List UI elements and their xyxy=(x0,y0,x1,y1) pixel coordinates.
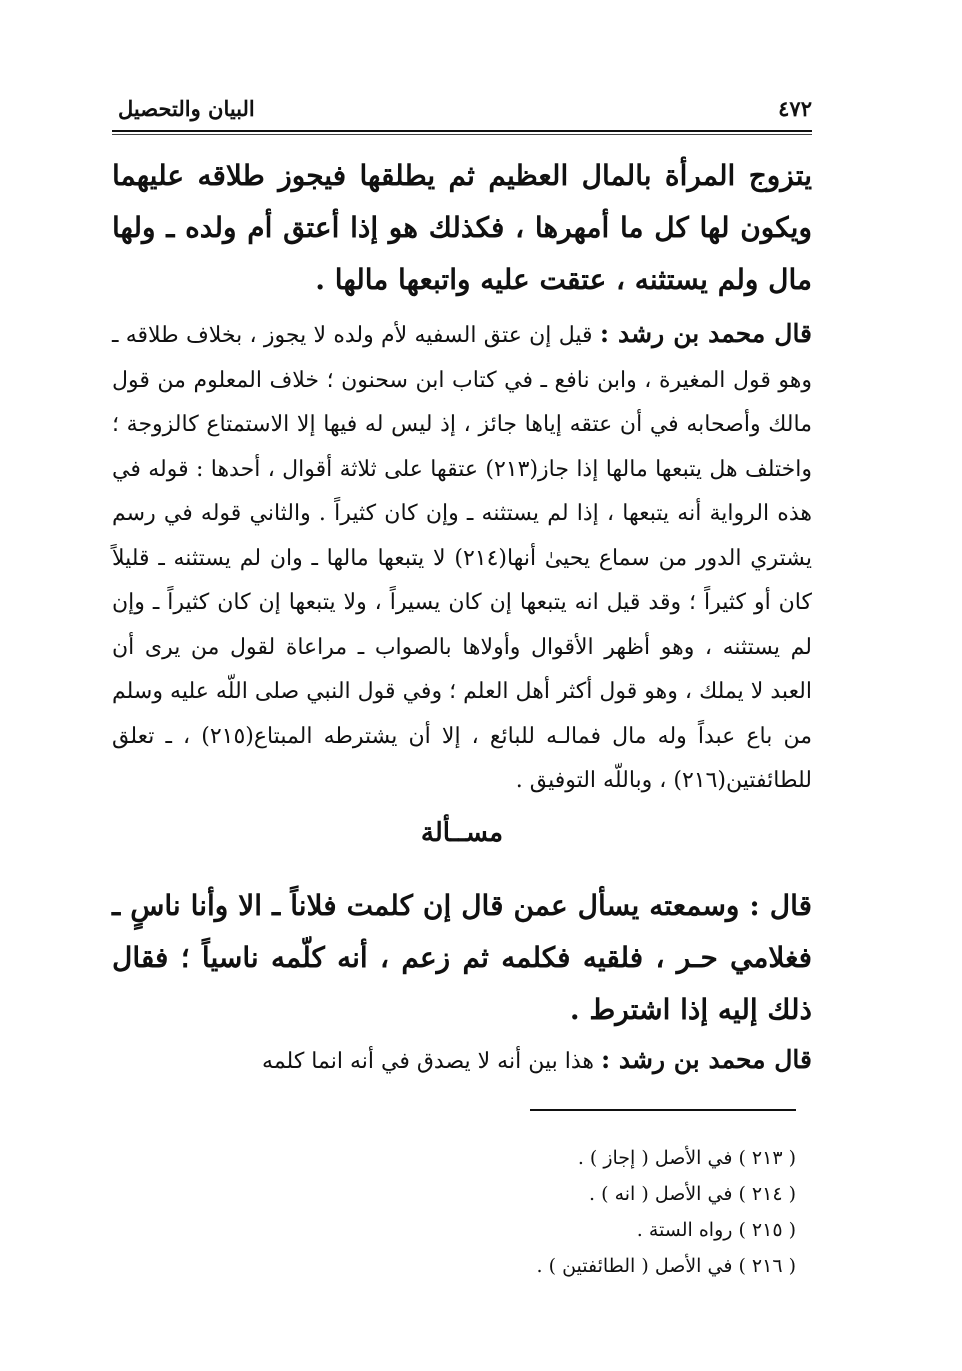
footnotes xyxy=(537,1140,796,1284)
footnote-215: ( ٢١٥ ) رواه الستة . xyxy=(636,1219,796,1241)
paragraph-2-text: قيل إن عتق السفيه لأم ولده لا يجوز ، بخلاف طلاقه ـ وهو قول المغيرة ، وابن نافع ـ في كتاب ابن سحنون ؛ خلاف المعلوم من قول مالك وأصحابه في أن عتقه إياها جائز ، إذ ليس له فيها إلا الاستمتاع كالزوجة ؛ واختلف هل يتبعها مالها إذا جاز(٢١٣) عتقها على ثلاثة أقوال ، أحدها : قوله في هذه الرواية أنه يتبعها ، إذا لم يستثنه ـ وإن كان كثيراً . والثاني قوله في رسم يشتري الدور من سماع يحيىٰ أنها(٢١٤) لا يتبعها مالها ـ وان لم يستثنه ـ قليلاً كان أو كثيراً ؛ وقد قيل انه يتبعها إن كان يسيراً ، ولا يتبعها إن كان كثيراً ـ وإن لم يستثنه ، وهو أظهر الأقوال وأولاها بالصواب ـ مراعاة لقول من يرى أن العبد لا يملك ، وهو قول أكثر أهل العلم ؛ وفي قول النبي صلى اللّه عليه وسلم من باع عبداً وله مال فمالـه للبائع ، إلا أن يشترطه المبتاع(٢١٥) ، ـ تعلق للطائفتين(٢١٦) ، وباللّه التوفيق . xyxy=(112,323,813,793)
footnote-214: ( ٢١٤ ) في الأصل ( انه ) . xyxy=(589,1183,796,1205)
paragraph-4-text: هذا بين أنه لا يصدق في أنه انما كلمه xyxy=(262,1049,594,1074)
paragraph-1: يتزوج المرأة بالمال العظيم ثم يطلقها فيجوز طلاقه عليهما ويكون لها كل ما أمهرها ، فكذلك هو إذا أعتق أم ولده ـ ولها مال ولم يستثنه ، عتقت عليه واتبعها مالها . xyxy=(112,159,812,296)
footnote-213: ( ٢١٣ ) في الأصل ( إجاز ) . xyxy=(577,1147,796,1169)
footnote-216: ( ٢١٦ ) في الأصل ( الطائفتين ) . xyxy=(536,1255,796,1277)
paragraph-4 xyxy=(112,1038,812,1085)
footnote-divider xyxy=(530,1109,796,1111)
paragraph-3: قال : وسمعته يسأل عمن قال إن كلمت فلاناً ـ الا وأنا ناسٍ ـ فغلامي حـر ، فلقيه فكلمه ثم زعم ، أنه كلّمه ناسياً ؛ فقال ذلك إليه إذا اشترط . xyxy=(112,889,812,1026)
speaker-label: قال محمد بن رشد : xyxy=(600,1045,812,1074)
paragraph-2 xyxy=(112,312,812,804)
book-title: البيان والتحصيل xyxy=(118,95,255,121)
section-heading: مســألة xyxy=(420,818,504,848)
page-header xyxy=(118,88,812,128)
header-divider xyxy=(112,130,812,132)
page-number: ٤٧٢ xyxy=(778,95,812,121)
speaker-label: قال محمد بن رشد : xyxy=(599,319,813,348)
